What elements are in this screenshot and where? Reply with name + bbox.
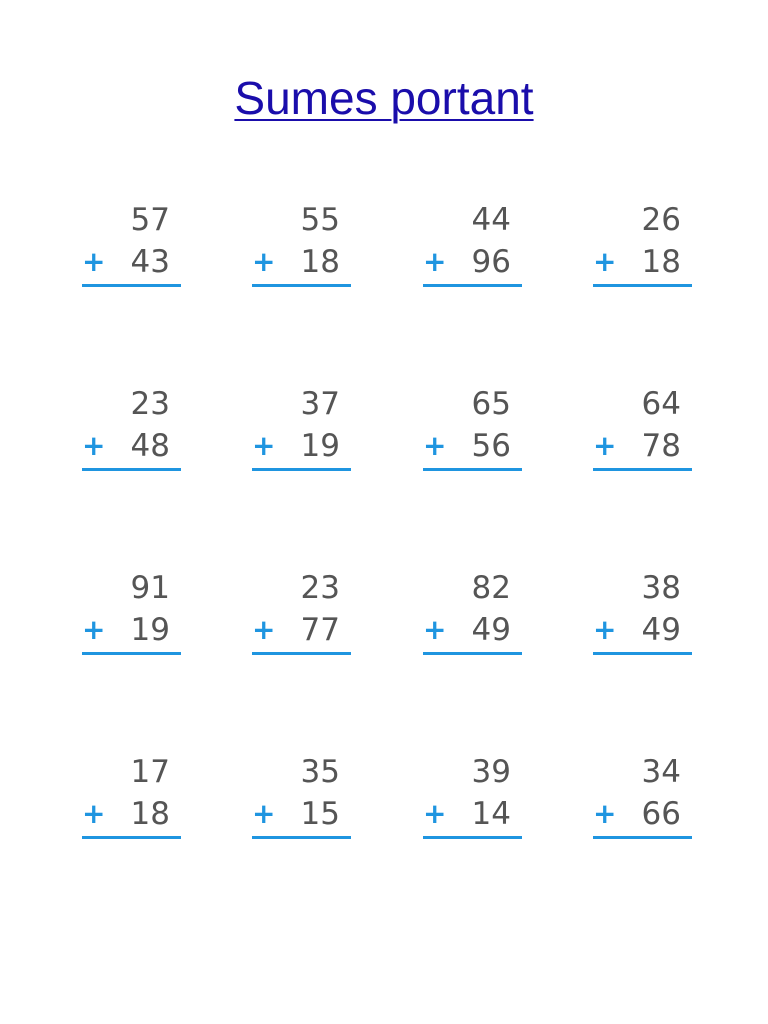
sum-line [82,284,181,287]
addition-problem [593,750,693,850]
first-addend: 37 [300,386,340,422]
addition-problem [252,382,352,482]
first-addend: 82 [471,570,511,606]
second-addend: 14 [471,796,511,832]
second-addend: 18 [130,796,170,832]
addition-problem [82,750,182,850]
page-title-link[interactable]: Sumes portant [234,72,534,124]
first-addend: 44 [471,202,511,238]
plus-sign: + [593,613,617,646]
plus-sign: + [252,797,276,830]
second-addend: 19 [300,428,340,464]
second-addend: 43 [130,244,170,280]
sum-line [82,652,181,655]
first-addend: 17 [130,754,170,790]
sum-line [252,836,351,839]
plus-sign: + [82,429,106,462]
addition-problem [593,382,693,482]
addition-problem [252,566,352,666]
addition-problem [593,198,693,298]
plus-sign: + [423,245,447,278]
sum-line [252,652,351,655]
addition-problem [82,566,182,666]
first-addend: 26 [641,202,681,238]
sum-line [82,836,181,839]
plus-sign: + [82,797,106,830]
second-addend: 77 [300,612,340,648]
sum-line [423,284,522,287]
sum-line [593,836,692,839]
sum-line [252,468,351,471]
first-addend: 35 [300,754,340,790]
second-addend: 49 [641,612,681,648]
plus-sign: + [423,613,447,646]
first-addend: 55 [300,202,340,238]
second-addend: 78 [641,428,681,464]
sum-line [423,836,522,839]
first-addend: 65 [471,386,511,422]
plus-sign: + [252,613,276,646]
sum-line [593,468,692,471]
plus-sign: + [593,245,617,278]
sum-line [593,652,692,655]
addition-problem [252,198,352,298]
first-addend: 64 [641,386,681,422]
second-addend: 18 [300,244,340,280]
plus-sign: + [593,797,617,830]
second-addend: 18 [641,244,681,280]
problems-grid [82,198,694,934]
second-addend: 66 [641,796,681,832]
addition-problem [252,750,352,850]
plus-sign: + [82,245,106,278]
first-addend: 23 [300,570,340,606]
addition-problem [423,198,523,298]
first-addend: 57 [130,202,170,238]
sum-line [252,284,351,287]
addition-problem [423,566,523,666]
second-addend: 19 [130,612,170,648]
first-addend: 34 [641,754,681,790]
second-addend: 49 [471,612,511,648]
second-addend: 96 [471,244,511,280]
second-addend: 56 [471,428,511,464]
first-addend: 91 [130,570,170,606]
first-addend: 39 [471,754,511,790]
addition-problem [423,382,523,482]
plus-sign: + [593,429,617,462]
plus-sign: + [252,245,276,278]
second-addend: 48 [130,428,170,464]
sum-line [593,284,692,287]
plus-sign: + [82,613,106,646]
plus-sign: + [423,797,447,830]
sum-line [423,652,522,655]
first-addend: 23 [130,386,170,422]
sum-line [423,468,522,471]
plus-sign: + [423,429,447,462]
addition-problem [593,566,693,666]
addition-problem [82,198,182,298]
addition-problem [82,382,182,482]
first-addend: 38 [641,570,681,606]
second-addend: 15 [300,796,340,832]
plus-sign: + [252,429,276,462]
addition-problem [423,750,523,850]
sum-line [82,468,181,471]
